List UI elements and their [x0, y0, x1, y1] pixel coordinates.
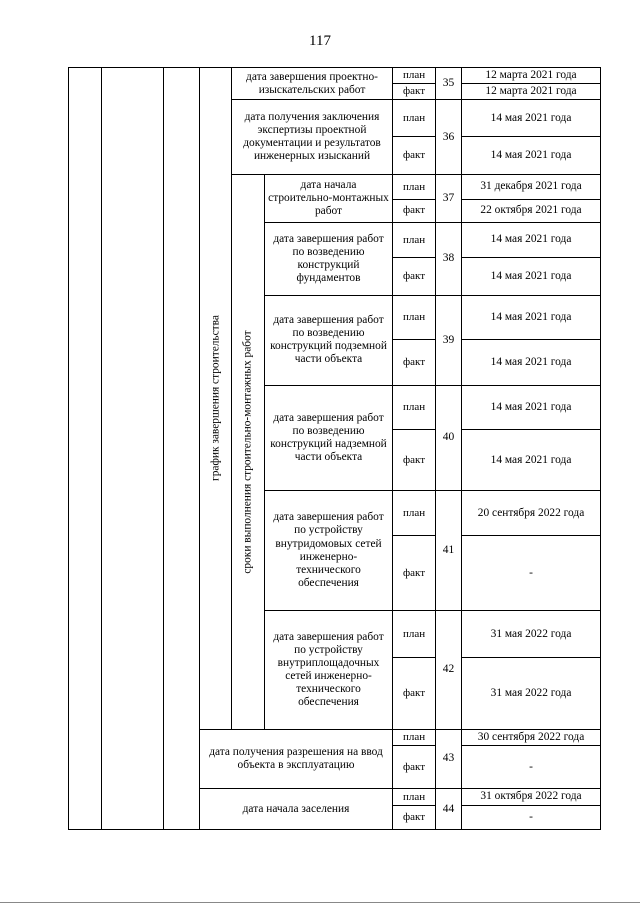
plan-date: 14 мая 2021 года — [462, 295, 601, 340]
fact-label: факт — [393, 805, 436, 829]
page-number: 117 — [309, 33, 331, 49]
row-number: 43 — [436, 729, 462, 789]
schedule-table — [68, 67, 601, 830]
row-number: 40 — [436, 385, 462, 490]
fact-date: 12 марта 2021 года — [462, 84, 601, 100]
fact-date: 14 мая 2021 года — [462, 136, 601, 174]
plan-label: план — [393, 789, 436, 805]
fact-date: - — [462, 536, 601, 611]
row-number: 41 — [436, 490, 462, 610]
row-label: дата завершения работ по устройству внутридомовых сетей инженерно-технического обеспечения — [265, 490, 393, 610]
plan-label: план — [393, 490, 436, 536]
fact-label: факт — [393, 536, 436, 611]
plan-label: план — [393, 175, 436, 199]
plan-date: 31 октября 2022 года — [462, 789, 601, 805]
row-number: 38 — [436, 222, 462, 295]
fact-date: 31 мая 2022 года — [462, 657, 601, 729]
row-number: 44 — [436, 789, 462, 830]
plan-label: план — [393, 385, 436, 430]
row-number: 39 — [436, 295, 462, 385]
group-label-construction-schedule: график завершения строительства — [200, 68, 232, 730]
plan-label: план — [393, 729, 436, 745]
plan-date: 20 сентября 2022 года — [462, 490, 601, 536]
fact-date: 22 октября 2021 года — [462, 199, 601, 222]
row-number: 36 — [436, 100, 462, 175]
fact-label: факт — [393, 340, 436, 386]
fact-label: факт — [393, 430, 436, 491]
plan-date: 14 мая 2021 года — [462, 100, 601, 136]
row-label: дата завершения работ по возведению конструкций подземной части объекта — [265, 295, 393, 385]
fact-label: факт — [393, 84, 436, 100]
group-label-works-timing: сроки выполнения строительно-монтажных работ — [232, 175, 265, 729]
row-label: дата получения разрешения на ввод объекта в эксплуатацию — [200, 729, 393, 789]
row-label: дата начала строительно-монтажных работ — [265, 175, 393, 223]
fact-label: факт — [393, 745, 436, 789]
fact-date: 14 мая 2021 года — [462, 340, 601, 386]
plan-label: план — [393, 100, 436, 136]
row-label: дата завершения работ по устройству внутриплощадочных сетей инженерно-технического обеспечения — [265, 611, 393, 729]
fact-date: - — [462, 745, 601, 789]
fact-label: факт — [393, 258, 436, 295]
fact-date: 14 мая 2021 года — [462, 258, 601, 295]
row-label: дата получения заключения экспертизы проектной документации и результатов инженерных изысканий — [232, 100, 393, 175]
blank-column-3 — [164, 68, 200, 830]
plan-label: план — [393, 222, 436, 257]
blank-column-2 — [102, 68, 164, 830]
row-label: дата завершения проектно-изыскательских работ — [232, 68, 393, 100]
row-number: 42 — [436, 611, 462, 729]
row-label: дата завершения работ по возведению конструкций фундаментов — [265, 222, 393, 295]
fact-label: факт — [393, 199, 436, 222]
fact-date: - — [462, 805, 601, 829]
fact-label: факт — [393, 657, 436, 729]
bottom-rule — [0, 902, 640, 903]
plan-date: 14 мая 2021 года — [462, 385, 601, 430]
plan-date: 31 декабря 2021 года — [462, 175, 601, 199]
row-label: дата завершения работ по возведению конструкций надземной части объекта — [265, 385, 393, 490]
row-number: 35 — [436, 68, 462, 100]
table-row — [69, 68, 601, 84]
plan-date: 14 мая 2021 года — [462, 222, 601, 257]
row-label: дата начала заселения — [200, 789, 393, 830]
plan-date: 12 марта 2021 года — [462, 68, 601, 84]
plan-date: 30 сентября 2022 года — [462, 729, 601, 745]
blank-column-1 — [69, 68, 102, 830]
fact-label: факт — [393, 136, 436, 174]
plan-label: план — [393, 68, 436, 84]
plan-label: план — [393, 295, 436, 340]
plan-date: 31 мая 2022 года — [462, 611, 601, 658]
fact-date: 14 мая 2021 года — [462, 430, 601, 491]
plan-label: план — [393, 611, 436, 658]
row-number: 37 — [436, 175, 462, 223]
